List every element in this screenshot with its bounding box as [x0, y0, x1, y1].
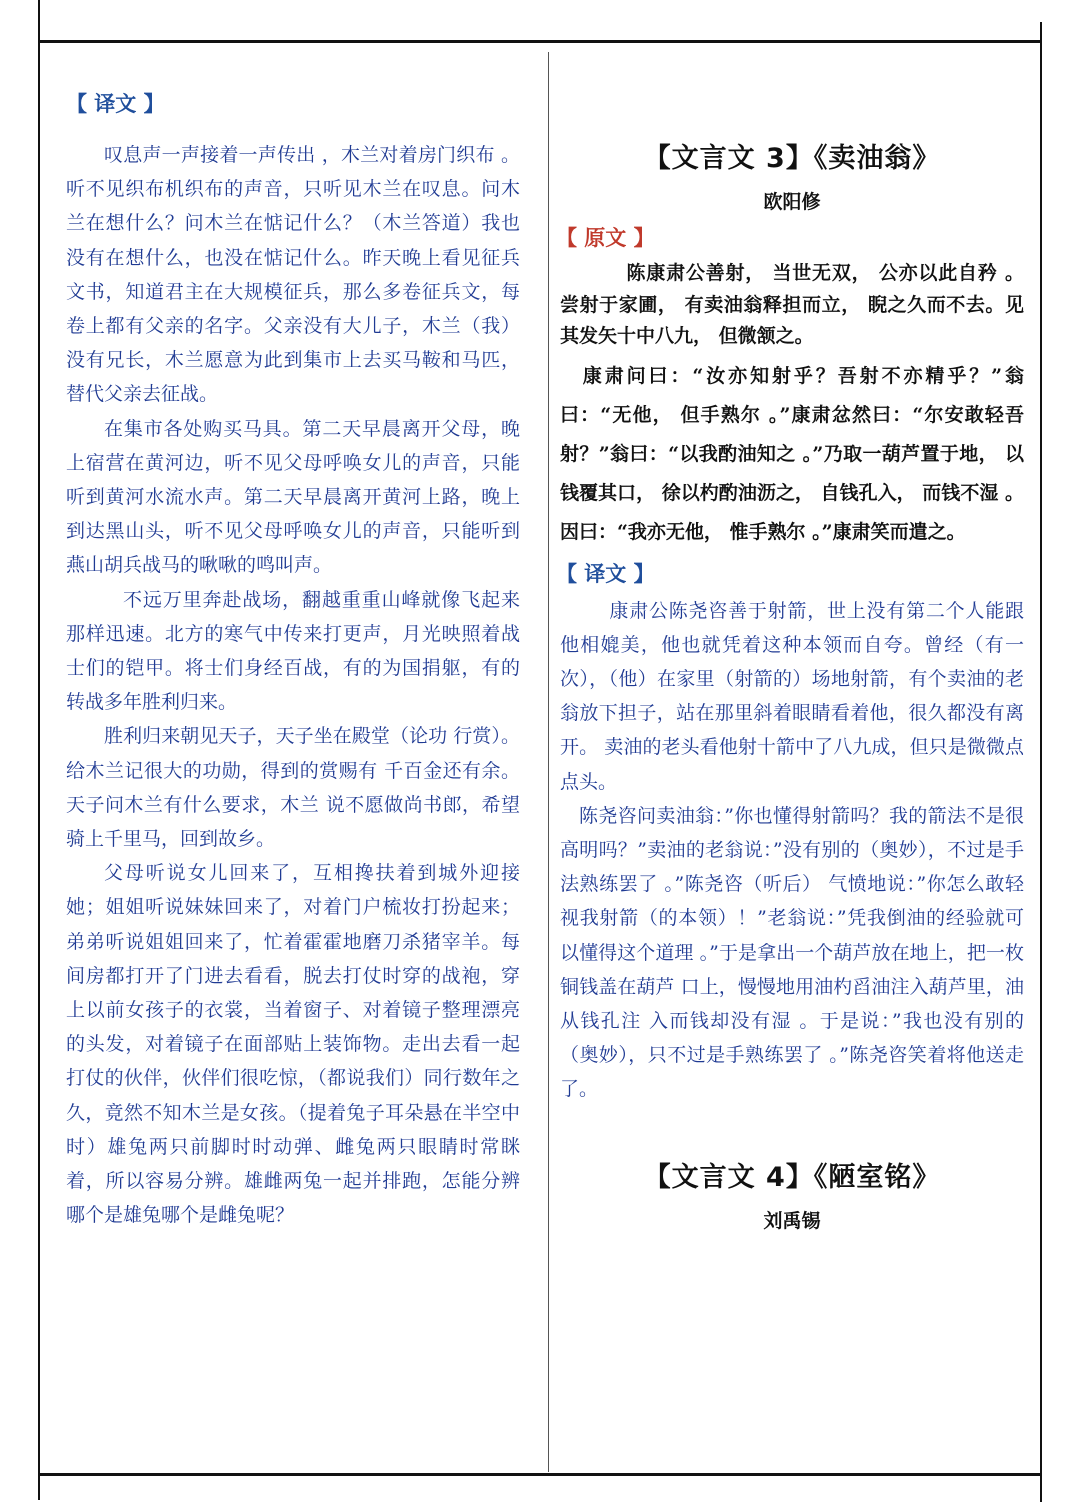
original-paragraph: 康肃问曰：“汝亦知射乎？吾射不亦精乎？”翁 曰：“无他， 但手熟尔 。”康肃忿然曰：“尔安敢轻吾射？”翁曰：“以我酌油知之 。”乃取一葫芦置于地， 以钱覆其口， 徐以杓酌油沥之， 自钱孔入， 而钱不湿 。因曰：“我亦无他， 惟手熟尔 。”康肃笑而遣之。 [560, 364, 1024, 543]
translation-paragraph: 叹息声一声接着一声传出 ，木兰对着房门织布 。听不见织布机织布的声音，只听见木兰在叹息。问木兰在想什么？问木兰在惦记什么？（木兰答道）我也没有在想什么，也没在惦记什么。昨天晚上看见征兵文书，知道君主在大规模征兵，那么多卷征兵文，每卷上都有父亲的名字。父亲没有大儿子，木兰（我） 没有兄长，木兰愿意为此到集市上去买马鞍和马匹，替代父亲去征战。 [66, 144, 520, 406]
translation-body-3 [560, 594, 1024, 1107]
translation-body [66, 138, 520, 1233]
original-heading: 【 原文 】 [556, 226, 655, 250]
translation-paragraph: 父母听说女儿回来了，互相搀扶着到城外迎接她；姐姐听说妹妹回来了，对着门户梳妆打扮起来；弟弟听说姐姐回来了，忙着霍霍地磨刀杀猪宰羊。每间房都打开了门进去看看，脱去打仗时穿的战袍，穿上以前女孩子的衣裳，当着窗子、对着镜子整理漂亮的头发，对着镜子在面部贴上装饰物。走出去看一起打仗的伙伴，伙伴们很吃惊，（都说我们）同行数年之久，竟然不知木兰是女孩。（提着兔子耳朵悬在半空中时）雄兔两只前脚时时动弹、雌兔两只眼睛时常眯着，所以容易分辨。雄雌两兔一起并排跑，怎能分辨哪个是雄兔哪个是雌兔呢？ [66, 862, 520, 1227]
essay-3-title: 【文言文 3】《卖油翁》 [643, 143, 941, 174]
translation-paragraph: 陈尧咨问卖油翁：”你也懂得射箭吗？我的箭法不是很高明吗？”卖油的老翁说：”没有别的（奥妙），不过是手法熟练罢了 。”陈尧咨（听后） 气愤地说：”你怎么敢轻视我射箭（的本领）！”老翁说：”凭我倒油的经验就可以懂得这个道理 。”于是拿出一个葫芦放在地上，把一枚铜钱盖在葫芦 口上，慢慢地用油杓舀油注入葫芦里，油从钱孔注 入而钱却没有湿 。于是说：”我也没有别的（奥妙），只不过是手熟练罢了 。”陈尧咨笑着将他送走了。 [560, 804, 1024, 1101]
translation-heading-3: 【 译文 】 [556, 561, 655, 586]
translation-paragraph: 在集市各处购买马具。第二天早晨离开父母，晚上宿营在黄河边，听不见父母呼唤女儿的声音，只能听到黄河水流水声。第二天早晨离开黄河上路，晚上到达黑山头，听不见父母呼唤女儿的声音，只能听到燕山胡兵战马的啾啾的鸣叫声。 [66, 417, 520, 577]
column-divider [548, 52, 549, 1472]
translation-heading: 【 译文 】 [66, 92, 165, 116]
essay-4-author: 刘禹锡 [763, 1209, 821, 1232]
translation-paragraph: 康肃公陈尧咨善于射箭，世上没有第二个人能跟他相媲美，他也就凭着这种本领而自夸。曾经（有一次），（他）在家里（射箭的）场地射箭，有个卖油的老翁放下担子，站在那里斜着眼睛看着他，很久都没有离开。 卖油的老头看他射十箭中了八九成，但只是微微点点头。 [560, 599, 1024, 793]
original-text-dialogue [560, 357, 1024, 552]
essay-4-title: 【文言文 4】《陋室铭》 [643, 1161, 941, 1193]
essay-3-author: 欧阳修 [763, 191, 821, 213]
left-column [66, 88, 520, 1233]
translation-paragraph: 不远万里奔赴战场，翻越重重山峰就像飞起来那样迅速。北方的寒气中传来打更声，月光映照着战士们的铠甲。将士们身经百战，有的为国捐躯，有的转战多年胜利归来。 [66, 588, 520, 714]
right-border [1040, 22, 1042, 1502]
right-column [556, 136, 1024, 1233]
original-paragraph: 陈康肃公善射， 当世无双， 公亦以此自矜 。尝射于家圃， 有卖油翁释担而立， 睨之久而不去。见其发矢十中八九， 但微颔之。 [560, 262, 1024, 347]
translation-paragraph: 胜利归来朝见天子，天子坐在殿堂（论功 行赏）。给木兰记很大的功勋，得到的赏赐有 千百金还有余。天子问木兰有什么要求，木兰 说不愿做尚书郎，希望骑上千里马，回到故乡。 [66, 725, 520, 851]
top-rule [38, 40, 1042, 43]
bottom-rule [38, 1473, 1042, 1476]
left-border [38, 0, 40, 1500]
original-text [560, 258, 1024, 353]
